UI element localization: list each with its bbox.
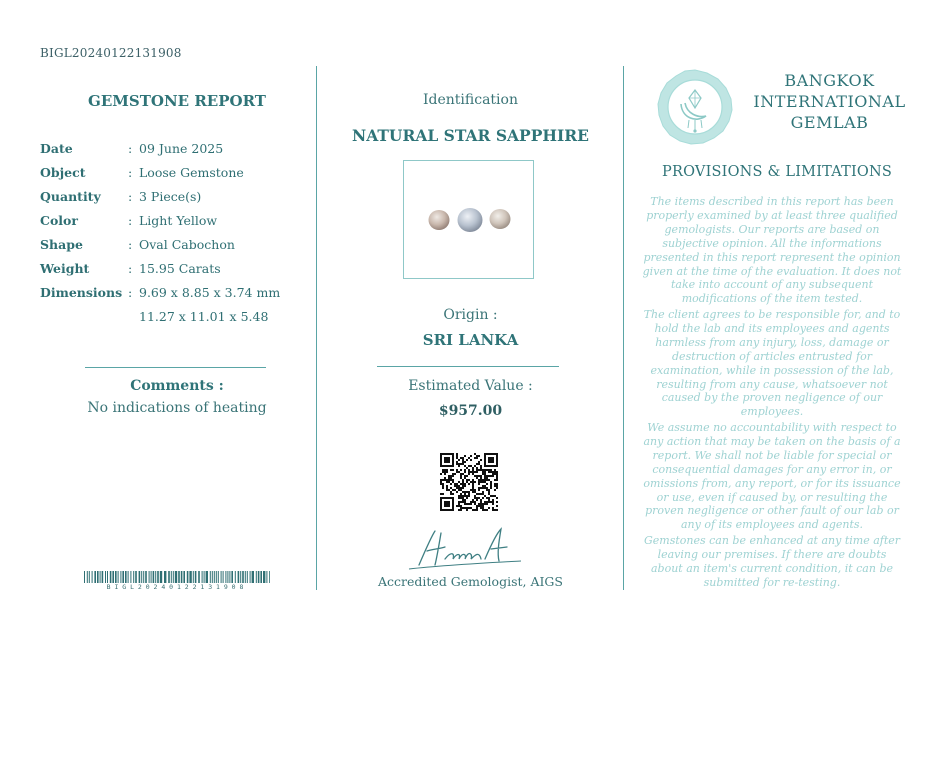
spec-value: 15.95 Carats <box>139 261 221 276</box>
value-divider <box>377 366 559 367</box>
comments-divider <box>85 367 266 368</box>
signature-icon <box>405 525 525 573</box>
spec-label: Shape <box>40 237 83 252</box>
barcode-text: BIGL20240122131908 <box>106 583 248 591</box>
brand-line: GEMLAB <box>790 113 869 132</box>
comments-title: Comments : <box>130 378 224 394</box>
lab-logo-icon <box>656 68 734 146</box>
gemologist-title: Accredited Gemologist, AIGS <box>378 574 563 589</box>
spec-label: Color <box>40 213 78 228</box>
provisions-paragraph: The items described in this report has been properly examined by at least three qualified gemologists. Our reports are based on subjective opinion. All the informations presented in this report represent the opinion given at the time of the evaluation. It does not take into account of any subsequent modifications of the item tested. <box>642 195 902 306</box>
estimated-value-amount: $957.00 <box>438 403 503 419</box>
spec-label: Object <box>40 165 86 180</box>
qr-code-icon <box>440 453 498 511</box>
provisions-title: PROVISIONS & LIMITATIONS <box>662 164 892 180</box>
brand-line: BANGKOK <box>784 71 875 90</box>
barcode-icon <box>84 571 270 583</box>
brand-line: INTERNATIONAL <box>753 92 906 111</box>
spec-value: Loose Gemstone <box>139 165 244 180</box>
divider-left <box>316 66 317 590</box>
spec-value: 9.69 x 8.85 x 3.74 mm <box>139 285 281 300</box>
gemstone-photo <box>403 160 534 279</box>
provisions-paragraph: We assume no accountability with respect to any action that may be taken on the basis of a report. We shall not be liable for special or consequential damages for any error in, or omissions from, any report, or for its issuance or use, even if caused by, or resulting the proven negligence or other fault of our lab or any of its employees and agents. <box>643 421 901 532</box>
spec-value: 3 Piece(s) <box>139 189 202 204</box>
estimated-value-label: Estimated Value : <box>408 378 533 394</box>
provisions-paragraph: The client agrees to be responsible for, and to hold the lab and its employees and agents harmless from any injury, loss, damage or destruction of articles entrusted for examination, while in possession of the lab, resulting from any cause, whatsoever not caused by the proven negligence of our employees. <box>643 308 901 419</box>
origin-label: Origin : <box>443 307 498 323</box>
divider-right <box>623 66 624 590</box>
provisions-paragraph: Gemstones can be enhanced at any time after leaving our premises. If there are doubts about an item's current condition, it can be submitted for re-testing. <box>643 534 901 589</box>
gemstone-photo-image <box>404 161 535 280</box>
spec-label: Weight <box>40 261 90 276</box>
report-title: GEMSTONE REPORT <box>88 92 266 110</box>
origin-value: SRI LANKA <box>422 331 519 349</box>
comments-text: No indications of heating <box>87 400 267 416</box>
spec-value: 11.27 x 11.01 x 5.48 <box>139 309 269 324</box>
gem-name: NATURAL STAR SAPPHIRE <box>352 126 589 145</box>
lab-brand-name <box>752 70 907 133</box>
spec-value: Light Yellow <box>139 213 218 228</box>
spec-label: Dimensions <box>40 285 123 300</box>
spec-label: Quantity <box>40 189 101 204</box>
report-code: BIGL20240122131908 <box>40 46 182 60</box>
spec-value: Oval Cabochon <box>139 237 235 252</box>
identification-label: Identification <box>423 92 518 108</box>
spec-label: Date <box>40 141 73 156</box>
spec-value: 09 June 2025 <box>139 141 224 156</box>
